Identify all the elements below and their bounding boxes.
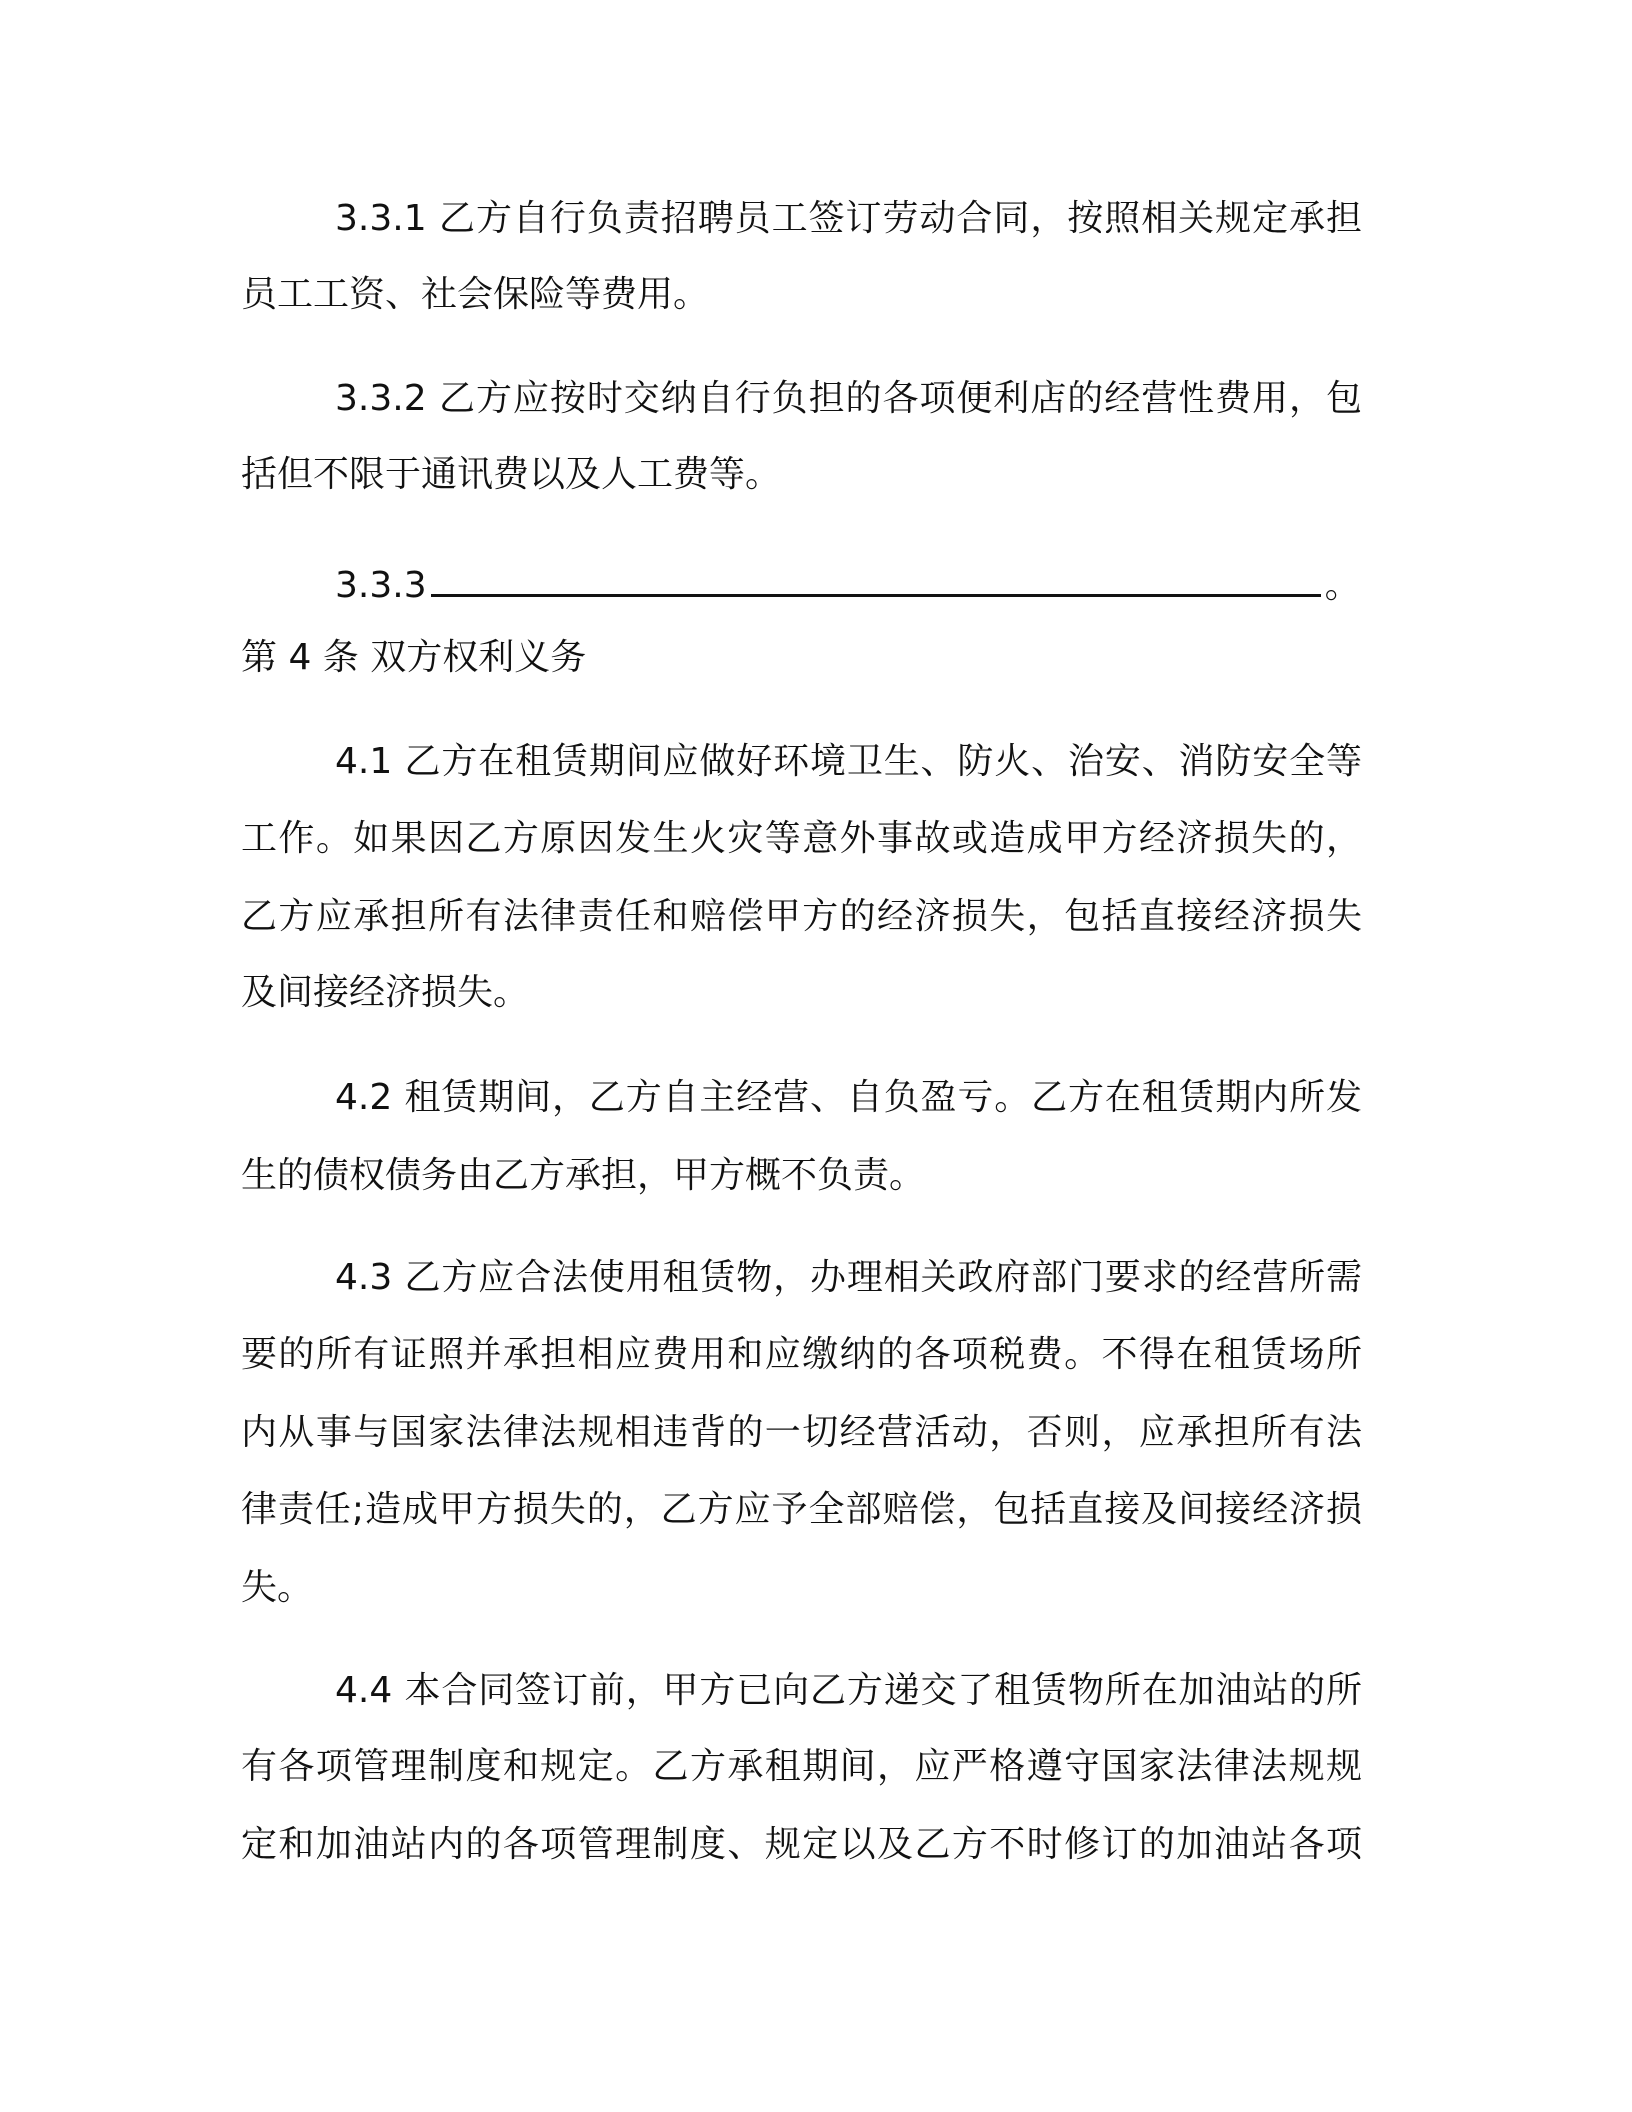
article-4-heading: 第 4 条 双方权利义务 [241,637,587,678]
clause-3-3-3 [335,561,1362,611]
clause-4-4-line-3: 定和加油站内的各项管理制度、规定以及乙方不时修订的加油站各项 [241,1824,1362,1865]
clause-4-3-line-3: 内从事与国家法律法规相违背的一切经营活动，否则，应承担所有法 [241,1412,1362,1453]
clause-4-4-line-1: 4.4 本合同签订前，甲方已向乙方递交了租赁物所在加油站的所 [335,1670,1362,1711]
clause-4-4-line-2: 有各项管理制度和规定。乙方承租期间，应严格遵守国家法律法规规 [241,1746,1362,1787]
fill-in-blank [431,564,1321,597]
clause-4-1-line-4: 及间接经济损失。 [241,972,530,1013]
clause-3-3-1-line-2: 员工工资、社会保险等费用。 [241,274,710,315]
clause-4-3-line-5: 失。 [241,1567,314,1608]
clause-end-mark: 。 [1324,565,1361,606]
clause-4-3-line-4: 律责任;造成甲方损失的，乙方应予全部赔偿，包括直接及间接经济损 [241,1489,1362,1530]
clause-4-1-line-1: 4.1 乙方在租赁期间应做好环境卫生、防火、治安、消防安全等 [335,741,1362,782]
clause-3-3-2-line-2: 括但不限于通讯费以及人工费等。 [241,454,782,495]
clause-4-1-line-3: 乙方应承担所有法律责任和赔偿甲方的经济损失，包括直接经济损失 [241,896,1362,937]
clause-3-3-1-line-1: 3.3.1 乙方自行负责招聘员工签订劳动合同，按照相关规定承担 [335,198,1362,239]
clause-4-3-line-2: 要的所有证照并承担相应费用和应缴纳的各项税费。不得在租赁场所 [241,1334,1362,1375]
clause-4-1-line-2: 工作。如果因乙方原因发生火灾等意外事故或造成甲方经济损失的， [241,818,1362,859]
clause-4-2-line-1: 4.2 租赁期间，乙方自主经营、自负盈亏。乙方在租赁期内所发 [335,1077,1362,1118]
clause-4-2-line-2: 生的债权债务由乙方承担，甲方概不负责。 [241,1155,926,1196]
clause-3-3-2-line-1: 3.3.2 乙方应按时交纳自行负担的各项便利店的经营性费用，包 [335,378,1362,419]
clause-4-3-line-1: 4.3 乙方应合法使用租赁物，办理相关政府部门要求的经营所需 [335,1257,1362,1298]
clause-number: 3.3.3 [335,565,427,606]
